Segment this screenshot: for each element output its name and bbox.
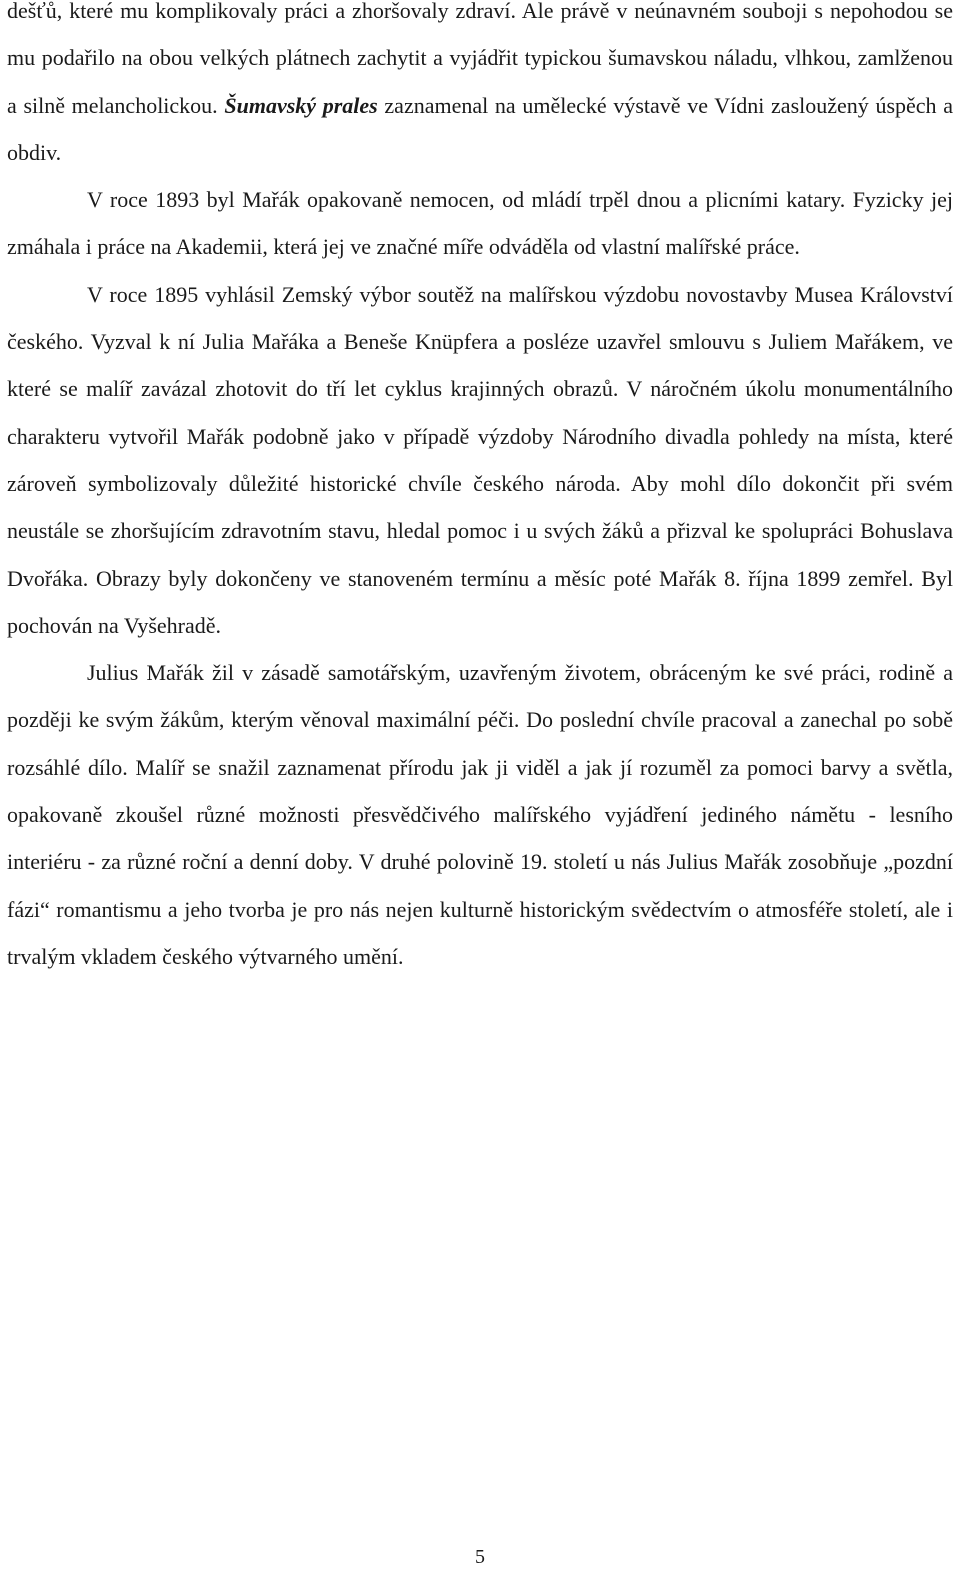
document-page xyxy=(7,0,953,980)
page-number: 5 xyxy=(475,1546,485,1568)
painting-title: Šumavský prales xyxy=(224,92,378,118)
paragraph-legacy: Julius Mařák žil v zásadě samotářským, uzavřeným životem, obráceným ke své práci, rodině a později ke svým žákům, kterým věnoval maximální péči. Do poslední chvíle pracoval a zanechal po sobě rozsáhlé dílo. Malíř se snažil zaznamenat přírodu jak ji viděl a jak jí rozuměl za pomoci barvy a světla, opakovaně zkoušel různé možnosti přesvědčivého malířského vyjádření jediného námětu - lesního interiéru - za různé roční a denní doby. V druhé polovině 19. století u nás Julius Mařák zosobňuje „pozdní fázi“ romantismu a jeho tvorba je pro nás nejen kulturně historickým svědectvím o atmosféře století, ale i trvalým vkladem českého výtvarného umění. xyxy=(7,660,953,969)
paragraph-illness: V roce 1893 byl Mařák opakovaně nemocen, od mládí trpěl dnou a plicními katary. Fyzicky jej zmáhala i práce na Akademii, která jej ve značné míře odváděla od vlastní malířské práce. xyxy=(7,187,953,260)
paragraph-museum-commission: V roce 1895 vyhlásil Zemský výbor soutěž na malířskou výzdobu novostavby Musea Království českého. Vyzval k ní Julia Mařáka a Beneše Knüpfera a posléze uzavřel smlouvu s Juliem Mařákem, ve které se malíř zavázal zhotovit do tří let cyklus krajinných obrazů. V náročném úkolu monumentálního charakteru vytvořil Mařák podobně jako v případě výzdoby Národního divadla pohledy na místa, které zároveň symbolizovaly důležité historické chvíle českého národa. Aby mohl dílo dokončit při svém neustále se zhoršujícím zdravotním stavu, hledal pomoc i u svých žáků a přizval ke spolupráci Bohuslava Dvořáka. Obrazy byly dokončeny ve stanoveném termínu a měsíc poté Mařák 8. října 1899 zemřel. Byl pochován na Vyšehradě. xyxy=(7,281,953,638)
paragraph-text: zaznamenal na umělecké výstavě ve Vídni zasloužený úspěch a obdiv. xyxy=(7,92,953,165)
paragraph-text: dešťů, které mu komplikovaly práci a zhoršovaly zdraví. Ale právě v neúnavném souboji s nepohodou se mu podařilo na obou velkých plátnech zachytit a vyjádřit typickou šumavskou náladu, vlhkou, zamlženou a silně melancholickou. xyxy=(7,0,953,118)
paragraph-exhibition xyxy=(7,0,953,176)
